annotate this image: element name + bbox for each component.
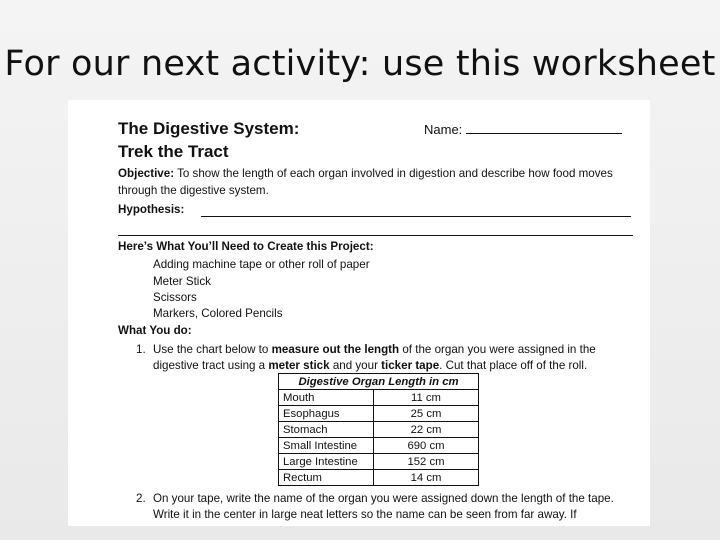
- step-1-number: 1.: [136, 343, 146, 356]
- materials-item: Markers, Colored Pencils: [153, 307, 283, 320]
- organ-cell: Mouth: [279, 390, 374, 406]
- materials-heading: Here’s What You’ll Need to Create this Project:: [118, 240, 374, 253]
- organ-cell: Stomach: [279, 422, 374, 438]
- length-cell: 25 cm: [374, 406, 479, 422]
- materials-item: Scissors: [153, 291, 197, 304]
- materials-item: Meter Stick: [153, 275, 211, 288]
- step-1-line-1: [153, 343, 596, 356]
- table-header-row: [279, 374, 479, 390]
- hypothesis-line-2: [118, 235, 633, 236]
- step-2-number: 2.: [136, 492, 146, 505]
- table-row: [279, 438, 479, 454]
- length-cell: 690 cm: [374, 438, 479, 454]
- name-blank: [466, 122, 622, 134]
- objective-label: Objective:: [118, 167, 175, 180]
- table-row: [279, 390, 479, 406]
- step-bold-text: measure out the length: [271, 343, 400, 356]
- length-cell: 152 cm: [374, 454, 479, 470]
- length-cell: 14 cm: [374, 470, 479, 486]
- organ-cell: Large Intestine: [279, 454, 374, 470]
- step-text: Use the chart below to: [153, 343, 272, 356]
- step-text: . Cut that place off of the roll.: [439, 359, 588, 372]
- objective-text-2: through the digestive system.: [118, 184, 269, 197]
- materials-item: Adding machine tape or other roll of paper: [153, 258, 370, 271]
- objective-text-1: To show the length of each organ involved in digestion and describe how food moves: [177, 167, 613, 180]
- procedure-heading: What You do:: [118, 324, 192, 337]
- worksheet-subtitle: Trek the Tract: [118, 142, 229, 161]
- step-text: digestive tract using a: [153, 359, 269, 372]
- hypothesis-line-1: [201, 216, 631, 217]
- step-text: and your: [329, 359, 382, 372]
- length-cell: 11 cm: [374, 390, 479, 406]
- organ-cell: Rectum: [279, 470, 374, 486]
- table-row: [279, 406, 479, 422]
- name-field: [424, 122, 622, 137]
- worksheet-title: The Digestive System:: [118, 119, 300, 138]
- step-1-line-2: [153, 359, 587, 372]
- name-label: Name:: [424, 122, 463, 137]
- worksheet-page: [68, 100, 650, 526]
- step-text: of the organ you were assigned in the: [399, 343, 596, 356]
- table-row: [279, 422, 479, 438]
- step-bold-text: ticker tape: [381, 359, 440, 372]
- organ-cell: Small Intestine: [279, 438, 374, 454]
- objective-line-1: [118, 167, 613, 180]
- table-header: Digestive Organ Length in cm: [279, 374, 479, 390]
- slide-title: For our next activity: use this worksheet: [4, 44, 716, 84]
- length-cell: 22 cm: [374, 422, 479, 438]
- organ-length-table: [278, 373, 479, 486]
- organ-cell: Esophagus: [279, 406, 374, 422]
- table-row: [279, 470, 479, 486]
- step-2-line-1: On your tape, write the name of the organ you were assigned down the length of the tape.: [153, 492, 614, 505]
- table-row: [279, 454, 479, 470]
- step-2-line-2: Write it in the center in large neat letters so the name can be seen from far away. If: [153, 508, 577, 521]
- step-bold-text: meter stick: [268, 359, 330, 372]
- hypothesis-label-text: Hypothesis:: [118, 203, 185, 216]
- hypothesis-label: [118, 203, 184, 216]
